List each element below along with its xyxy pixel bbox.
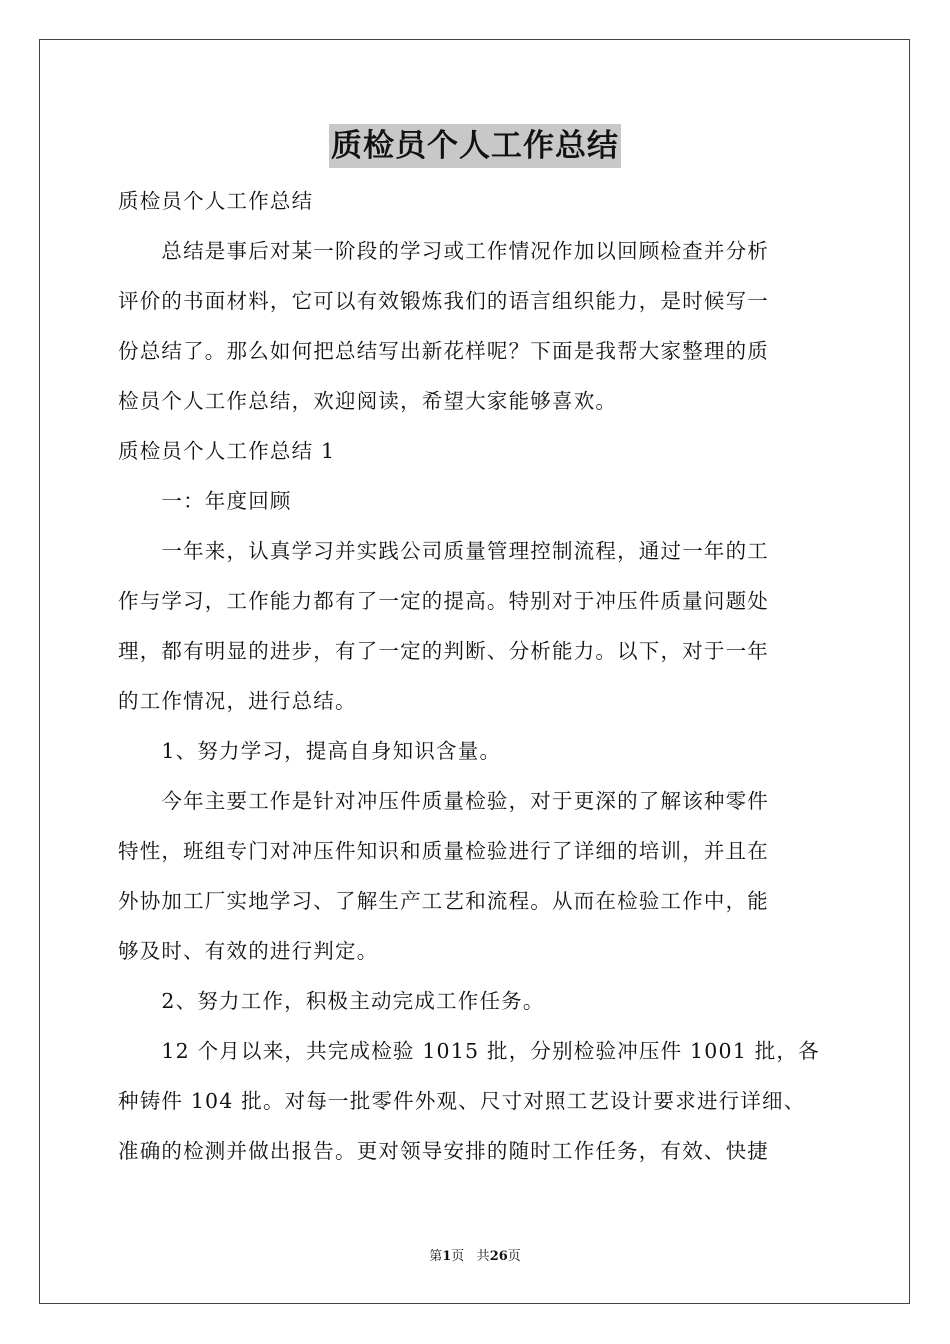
list-item-heading: 1、努力学习，提高自身知识含量。 <box>118 739 502 763</box>
total-suffix: 页 <box>507 1249 521 1264</box>
total-pages: 26 <box>489 1249 508 1264</box>
body-line: 种铸件 104 批。对每一批零件外观、尺寸对照工艺设计要求进行详细、 <box>118 1089 806 1113</box>
body-line: 质检员个人工作总结 <box>118 189 314 213</box>
document-title: 质检员个人工作总结 <box>329 124 621 168</box>
body-line: 理，都有明显的进步，有了一定的判断、分析能力。以下，对于一年 <box>118 639 769 663</box>
body-line: 今年主要工作是针对冲压件质量检验，对于更深的了解该种零件 <box>118 789 769 813</box>
body-line: 评价的书面材料，它可以有效锻炼我们的语言组织能力，是时候写一 <box>118 289 769 313</box>
body-line: 总结是事后对某一阶段的学习或工作情况作加以回顾检查并分析 <box>118 239 769 263</box>
section-heading: 质检员个人工作总结 1 <box>118 439 336 463</box>
body-line: 检员个人工作总结，欢迎阅读，希望大家能够喜欢。 <box>118 389 618 413</box>
body-line: 够及时、有效的进行判定。 <box>118 939 379 963</box>
page-footer <box>0 1248 950 1266</box>
body-line: 准确的检测并做出报告。更对领导安排的随时工作任务，有效、快捷 <box>118 1139 769 1163</box>
total-prefix: 共 <box>476 1249 490 1264</box>
body-line: 12 个月以来，共完成检验 1015 批，分别检验冲压件 1001 批，各 <box>118 1039 820 1063</box>
page-number: 1 <box>442 1249 452 1264</box>
body-line: 的工作情况，进行总结。 <box>118 689 357 713</box>
page-prefix: 第 <box>429 1249 443 1264</box>
page-suffix: 页 <box>451 1249 465 1264</box>
body-line: 一年来，认真学习并实践公司质量管理控制流程，通过一年的工 <box>118 539 769 563</box>
list-item-heading: 2、努力工作，积极主动完成工作任务。 <box>118 989 545 1013</box>
body-line: 特性，班组专门对冲压件知识和质量检验进行了详细的培训，并且在 <box>118 839 769 863</box>
body-line: 作与学习，工作能力都有了一定的提高。特别对于冲压件质量问题处 <box>118 589 769 613</box>
document-body <box>118 176 836 1176</box>
subsection-heading: 一：年度回顾 <box>118 489 292 513</box>
title-wrap <box>0 124 950 168</box>
body-line: 外协加工厂实地学习、了解生产工艺和流程。从而在检验工作中，能 <box>118 889 769 913</box>
body-line: 份总结了。那么如何把总结写出新花样呢？下面是我帮大家整理的质 <box>118 339 769 363</box>
